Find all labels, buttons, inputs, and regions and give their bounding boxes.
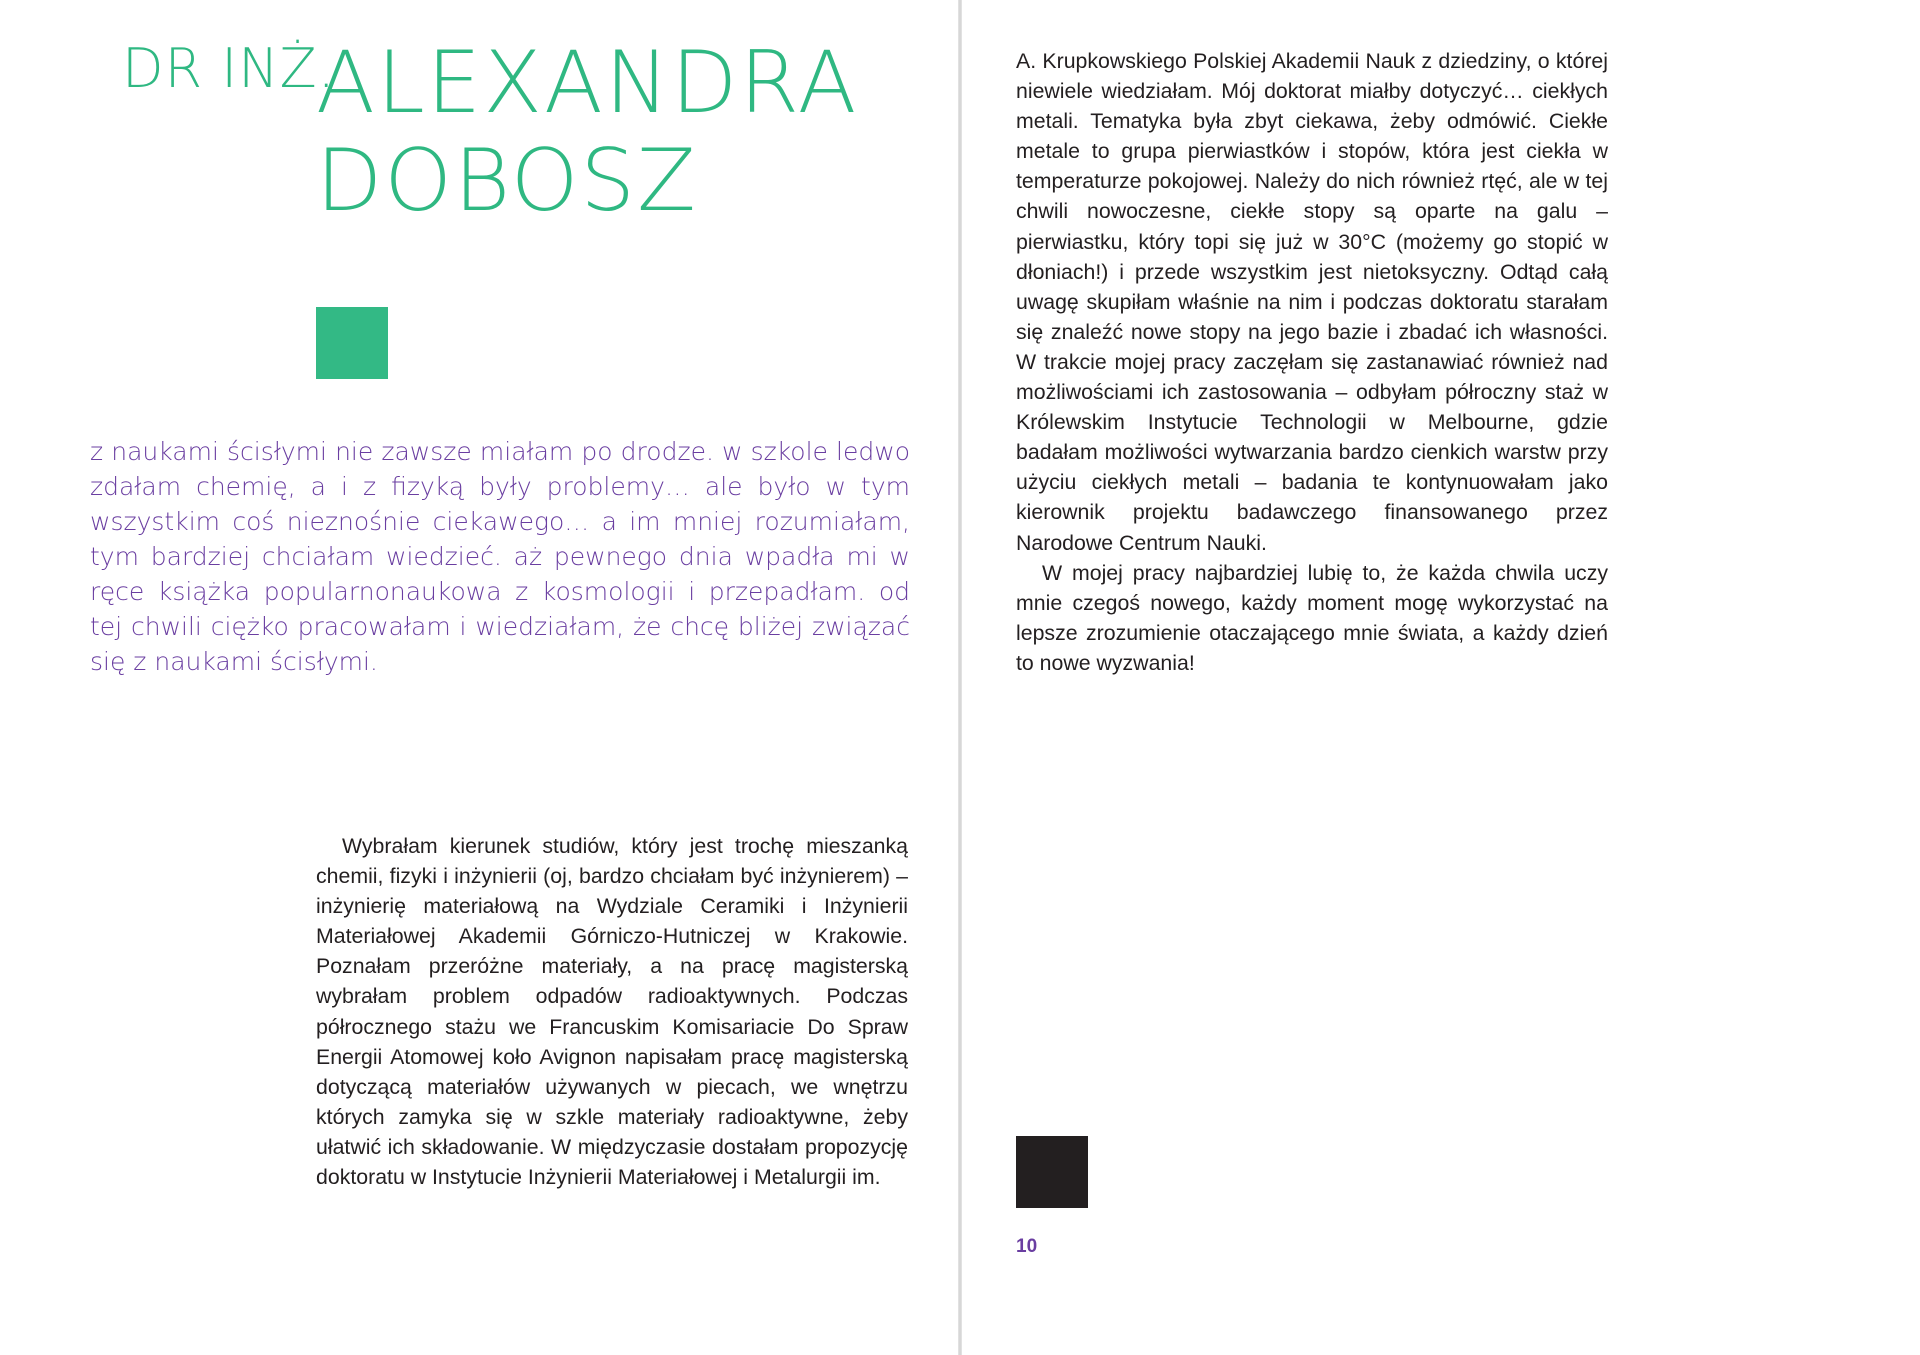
body-paragraph: W mojej pracy najbardziej lubię to, że każda chwila uczy mnie czegoś nowego, każdy moment mogę wykorzystać na lepsze zrozumienie otaczającego mnie świata, a każdy dzień to nowe wyzwania! (1016, 560, 1608, 675)
body-column-left (316, 831, 908, 1192)
title-first-name: ALEXANDRA (316, 33, 859, 133)
page-number: 10 (1016, 1236, 1038, 1257)
body-paragraph: Wybrałam kierunek studiów, który jest trochę mieszanką chemii, fizyki i inżynierii (oj, bardzo chciałam być inżynierem) – inżynierię materiałową na Wydziale Ceramiki i Inżynierii Materiałowej Akademii Górniczo-Hutniczej w Krakowie. Poznałam przeróżne materiały, a na pracę magisterską wybrałam problem odpadów radioaktywnych. Podczas półrocznego stażu we Francuskim Komisariacie Do Spraw Energii Atomowej koło Avignon napisałam pracę magisterską dotyczącą materiałów używanych w piecach, we wnętrzu których zamyka się w szkle materiały radioaktywne, żeby ułatwić ich składowanie. W międzyczasie dostałam propozycję doktoratu w Instytucie Inżynierii Materiałowej i Metalurgii im. (316, 834, 908, 1190)
title-last-name: DOBOSZ (316, 131, 698, 231)
body-paragraph: A. Krupkowskiego Polskiej Akademii Nauk z dziedziny, o której niewiele wiedziałam. Mój doktorat miałby dotyczyć… ciekłych metali. Tematyka była zbyt ciekawa, żeby odmówić. Ciekłe metale to grupa pierwiastków i stopów, która jest ciekła w temperaturze pokojowej. Należy do nich również rtęć, ale w tej chwili nowoczesne, ciekłe stopy są oparte na galu – pierwiastku, który topi się już w 30°C (możemy go stopić w dłoniach!) i przede wszystkim jest nietoksyczny. Odtąd całą uwagę skupiłam właśnie na nim i podczas doktoratu starałam się znaleźć nowe stopy na jego bazie i zbadać ich własności. W trakcie mojej pracy zaczęłam się zastanawiać również nad możliwościami ich zastosowania – odbyłam półroczny staż w Królewskim Instytucie Technologii w Melbourne, gdzie badałam możliwości wytwarzania bardzo cienkich warstw przy użyciu ciekłych metali – badania te kontynuowałam jako kierownik projektu badawczego finansowanego przez Narodowe Centrum Nauki. (1016, 49, 1608, 555)
green-square-decoration (316, 307, 388, 379)
title-prefix: DR INŻ. (122, 37, 336, 100)
right-page (962, 0, 1920, 1355)
left-page (0, 0, 958, 1355)
intro-paragraph: z naukami ścisłymi nie zawsze miałam po drodze. w szkole ledwo zdałam chemię, a i z fizyką były problemy… ale było w tym wszystkim coś nieznośnie ciekawego… a im mniej rozumiałam, tym bardziej chciałam wiedzieć. aż pewnego dnia wpadła mi w ręce książka popularnonaukowa z kosmologii i przepadłam. od tej chwili ciężko pracowałam i wiedziałam, że chcę bliżej związać się z naukami ścisłymi. (90, 437, 910, 676)
black-square-decoration (1016, 1136, 1088, 1208)
page-title (316, 34, 858, 230)
body-column-right (1016, 46, 1608, 678)
